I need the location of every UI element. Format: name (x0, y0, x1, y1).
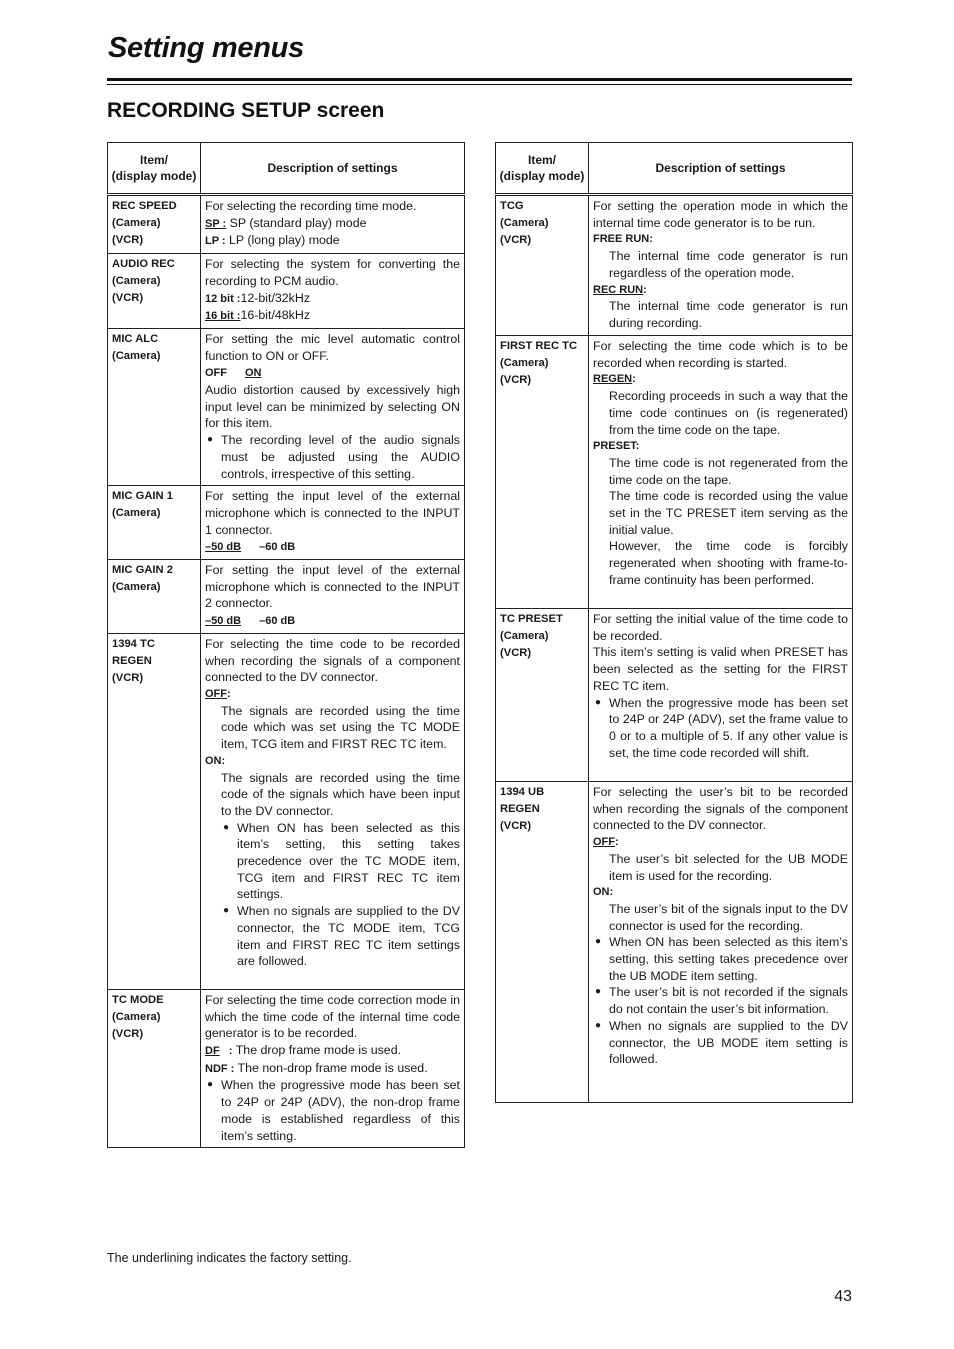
table-header-row (496, 143, 853, 195)
item-modes: (Camera) (VCR) (500, 357, 549, 386)
description-cell (589, 782, 853, 1103)
item-cell (108, 254, 201, 329)
item-cell (496, 782, 589, 1103)
page-title: Setting menus (108, 32, 304, 64)
option-text: SP (standard play) mode (229, 215, 367, 230)
option-description: The user’s bit selected for the UB MODE item is used for the recording. (609, 851, 848, 883)
item-column-header (496, 143, 589, 195)
item-name: 1394 TC REGEN (112, 637, 155, 667)
description-text: For selecting the user’s bit to be recorded when recording the signals of the component connected to the DV connector. (593, 785, 848, 833)
item-modes: (VCR) (112, 671, 144, 684)
option-line (205, 232, 460, 250)
option-heading-key: REC RUN (593, 283, 644, 296)
item-modes: (Camera) (112, 349, 161, 362)
option-heading: FREE RUN: (593, 233, 653, 246)
option-key: ON (245, 367, 262, 380)
description-text: For selecting the time code which is to be recorded when recording is started. (593, 339, 848, 370)
item-header-line2: (display mode) (111, 169, 197, 183)
title-rule-thick (107, 78, 852, 81)
item-header-line1: Item/ (527, 153, 556, 167)
option-heading: OFF: (593, 836, 619, 849)
option-text: The non-drop frame mode is used. (237, 1060, 428, 1075)
item-cell (496, 195, 589, 336)
bullet-note: ● When no signals are supplied to the DV connector, the UB MODE item setting is followed. (593, 1018, 848, 1068)
item-modes: (Camera) (VCR) (500, 217, 549, 246)
option-key: –50 dB (205, 615, 242, 628)
option-heading: REGEN: (593, 373, 636, 386)
item-name: TC MODE (112, 993, 164, 1006)
item-header-line1: Item/ (139, 153, 168, 167)
description-text: Audio distortion caused by excessively high input level can be minimized by selecting ON for this item. (205, 383, 460, 431)
bullet-note: ● When ON has been selected as this item’s setting, this setting takes precedence over the UB MODE item setting. (593, 934, 848, 984)
item-name: MIC GAIN 2 (112, 564, 173, 577)
table-header-row (108, 143, 465, 195)
option-text: 16-bit/48kHz (240, 308, 311, 323)
description-text: This item’s setting is valid when PRESET has been selected as the setting for the FIRST REC TC item. (593, 645, 848, 693)
description-text: For setting the mic level automatic control function to ON or OFF. (205, 331, 460, 363)
item-header-line2: (display mode) (499, 169, 585, 183)
option-line (205, 538, 460, 556)
item-name: 1394 UB REGEN (500, 786, 545, 815)
option-key: –60 dB (259, 615, 296, 628)
item-modes: (Camera) (VCR) (500, 630, 549, 659)
description-cell (589, 609, 853, 782)
table-row (496, 609, 853, 782)
item-name: MIC ALC (112, 332, 159, 345)
option-key: 16 bit : (205, 310, 241, 323)
option-line (205, 290, 460, 308)
description-column-header: Description of settings (589, 143, 853, 195)
page-number: 43 (834, 1288, 852, 1305)
table-row (108, 328, 465, 485)
title-rule-thin (107, 84, 852, 85)
item-name: FIRST REC TC (500, 340, 578, 352)
item-modes: (Camera) (VCR) (112, 1010, 161, 1040)
bullet-note: ● When no signals are supplied to the DV connector, the TC MODE item, TCG item and FIRST REC TC item settings are followed. (221, 903, 460, 970)
item-name: TC PRESET (500, 613, 563, 625)
table-row (108, 486, 465, 560)
item-cell (108, 328, 201, 485)
item-name: TCG (500, 200, 524, 212)
option-heading-key: OFF (205, 687, 227, 700)
description-cell (589, 195, 853, 336)
table-row (496, 782, 853, 1103)
option-description: The time code is recorded using the value set in the TC PRESET item serving as the initial value. (609, 489, 848, 537)
option-description: Recording proceeds in such a way that the time code continues on (is regenerated) from the time code on the tape. (609, 389, 848, 437)
option-description: However, the time code is forcibly regenerated when shooting with frame-to-frame continuity has been performed. (609, 539, 848, 587)
option-key: OFF (205, 367, 227, 380)
item-cell (108, 195, 201, 254)
description-cell (589, 336, 853, 609)
description-text: For selecting the time code to be recorded when recording the signals of a component connected to the DV connector. (205, 636, 460, 685)
item-modes: (Camera) (VCR) (112, 217, 161, 246)
settings-table-left (107, 142, 465, 1148)
description-cell (201, 328, 465, 485)
description-cell (201, 486, 465, 560)
description-cell (201, 633, 465, 989)
option-description: The time code is not regenerated from the time code on the tape. (609, 455, 848, 487)
description-text: For selecting the recording time mode. (205, 199, 417, 213)
description-cell (201, 560, 465, 634)
item-cell (108, 633, 201, 989)
option-heading: PRESET: (593, 440, 640, 453)
description-cell (201, 254, 465, 329)
description-text: For setting the input level of the external microphone which is connected to the INPUT 2 connector. (205, 563, 460, 611)
option-key: 12 bit : (205, 292, 241, 305)
option-heading: ON: (205, 754, 226, 767)
table-row (496, 195, 853, 336)
item-column-header (108, 143, 201, 195)
option-heading: OFF: (205, 687, 231, 700)
option-key: –50 dB (205, 541, 242, 554)
settings-table-right (495, 142, 853, 1103)
footnote: The underlining indicates the factory setting. (107, 1251, 352, 1265)
option-key: DF (205, 1044, 220, 1057)
option-text: LP (long play) mode (229, 233, 340, 248)
table-row (108, 195, 465, 254)
item-cell (108, 989, 201, 1147)
bullet-note: ● The recording level of the audio signals must be adjusted using the AUDIO controls, irrespective of this setting. (205, 432, 460, 482)
description-text: For setting the initial value of the time code to be recorded. (593, 612, 848, 643)
option-key: LP : (205, 235, 226, 248)
option-line (205, 612, 460, 630)
description-text: For selecting the time code correction mode in which the time code of the internal time code generator is to be recorded. (205, 992, 460, 1041)
option-key: –60 dB (259, 541, 296, 554)
item-modes: (Camera) (VCR) (112, 275, 161, 305)
description-column-header: Description of settings (201, 143, 465, 195)
option-key: SP : (205, 217, 227, 230)
option-description: The signals are recorded using the time code of the signals which have been input to the DV connector. (221, 770, 460, 818)
table-row (108, 560, 465, 634)
table-row (108, 989, 465, 1147)
description-text: For selecting the system for converting the recording to PCM audio. (205, 257, 460, 288)
item-cell (496, 336, 589, 609)
option-heading-key: OFF (593, 836, 615, 849)
item-name: MIC GAIN 1 (112, 490, 173, 503)
option-heading: ON: (593, 886, 614, 899)
item-cell (108, 560, 201, 634)
description-cell (201, 989, 465, 1147)
bullet-note: ● When the progressive mode has been set to 24P or 24P (ADV), set the frame value to 0 or to a multiple of 5. If any other value is set, the time code recorded will shift. (593, 695, 848, 762)
option-line (205, 364, 460, 382)
table-row (108, 254, 465, 329)
bullet-note: ● When ON has been selected as this item’s setting, this setting takes precedence over the TC MODE item, TCG item and FIRST REC TC item settings. (221, 820, 460, 904)
option-heading-key: REGEN (593, 373, 633, 386)
option-key: NDF : (205, 1062, 235, 1075)
bullet-note: ● When the progressive mode has been set to 24P or 24P (ADV), the non-drop frame mode is established regardless of this item’s setting. (205, 1077, 460, 1144)
option-text: The drop frame mode is used. (235, 1042, 402, 1057)
option-line (205, 215, 460, 233)
option-line (205, 1060, 460, 1078)
description-text: For setting the input level of the external microphone which is connected to the INPUT 1 connector. (205, 489, 460, 537)
description-cell (201, 195, 465, 254)
table-row (108, 633, 465, 989)
item-name: AUDIO REC (112, 258, 175, 271)
item-modes: (Camera) (112, 581, 161, 594)
item-modes: (VCR) (500, 820, 532, 832)
option-description: The signals are recorded using the time code which was set using the TC MODE item, TCG item and FIRST REC TC item. (221, 703, 460, 752)
option-line (205, 307, 460, 325)
option-description: The internal time code generator is run during recording. (609, 299, 848, 330)
option-line: DF : The drop frame mode is used. (205, 1042, 402, 1057)
item-name: REC SPEED (112, 200, 177, 212)
item-cell (496, 609, 589, 782)
option-description: The internal time code generator is run regardless of the operation mode. (609, 249, 848, 280)
item-cell (108, 486, 201, 560)
table-row (496, 336, 853, 609)
description-text: For setting the operation mode in which the internal time code generator is to be run. (593, 199, 848, 230)
bullet-note: ● The user’s bit is not recorded if the signals do not contain the user’s bit information. (593, 984, 848, 1017)
item-modes: (Camera) (112, 507, 161, 520)
section-title: RECORDING SETUP screen (107, 99, 385, 122)
option-text: 12-bit/32kHz (240, 290, 311, 305)
option-heading: REC RUN: (593, 283, 647, 296)
option-description: The user’s bit of the signals input to the DV connector is used for the recording. (609, 901, 848, 933)
